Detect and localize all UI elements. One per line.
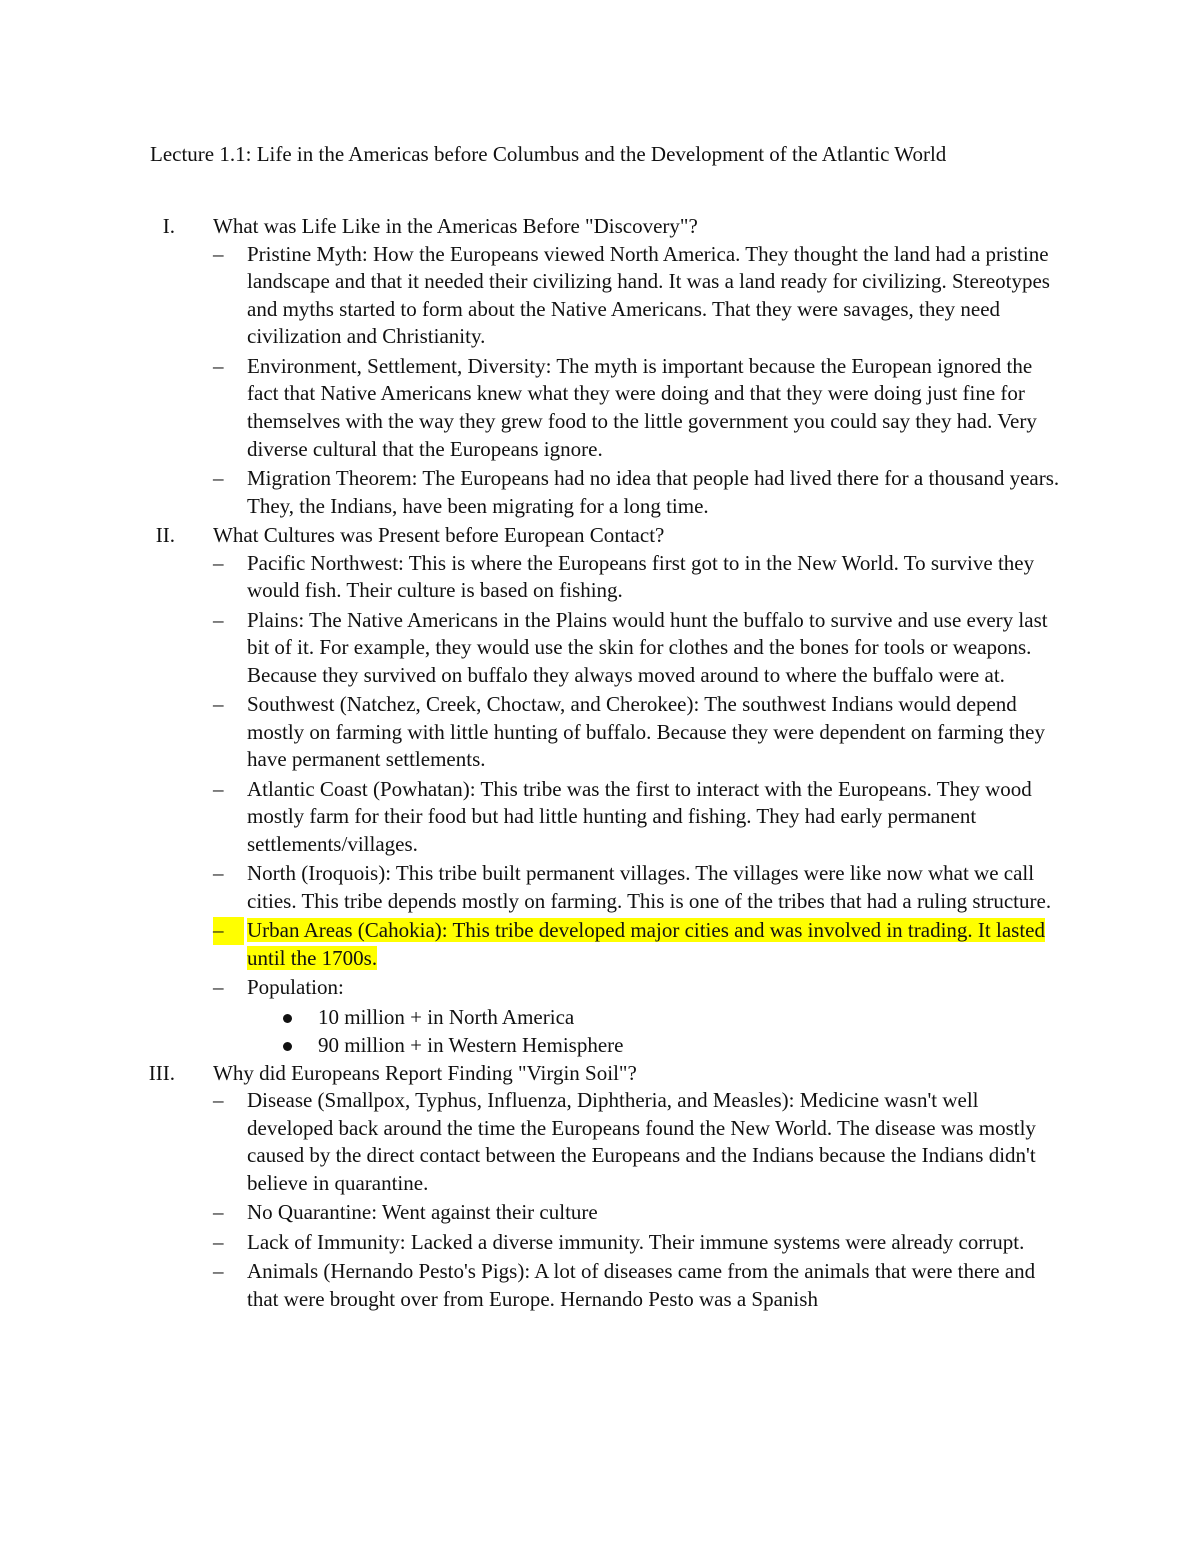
list-item	[0, 860, 1067, 915]
list-item-content: Atlantic Coast (Powhatan): This tribe was the first to interact with the Europeans. They wood mostly farm for their food but had little hunting and fishing. They had early permanent settlements/villages.	[247, 776, 1032, 856]
highlighted-list-item	[0, 917, 1067, 972]
list-item-content: Lack of Immunity: Lacked a diverse immunity. Their immune systems were already corrupt.	[247, 1229, 1025, 1254]
list-item	[0, 465, 1067, 520]
list-item-content: Pacific Northwest: This is where the Europeans first got to in the New World. To survive they would fish. Their culture is based on fishing.	[247, 550, 1035, 603]
section-heading	[0, 1060, 1200, 1088]
section-heading	[0, 213, 1200, 241]
bullet-icon	[283, 1042, 292, 1051]
dash-marker: –	[213, 607, 224, 632]
bullet-icon	[283, 1014, 292, 1023]
section-heading-text: What was Life Like in the Americas Before "Discovery"?	[213, 214, 698, 238]
list-item	[0, 353, 1067, 463]
sub-list-item	[0, 1004, 1200, 1032]
list-item	[0, 1229, 1067, 1257]
list-item-text	[247, 550, 1067, 605]
list-item-content: North (Iroquois): This tribe built permanent villages. The villages were like now what we call cities. This tribe depends mostly on farming. This is one of the tribes that had a ruling structure.	[247, 861, 1052, 913]
list-item-content: Urban Areas (Cahokia): This tribe developed major cities and was involved in trading. It lasted until the 1700s.	[247, 918, 1045, 970]
list-item	[0, 974, 1067, 1002]
dash-marker: –	[213, 241, 224, 266]
list-item-text	[247, 691, 1067, 774]
list-item	[0, 1258, 1067, 1313]
list-item	[0, 776, 1067, 859]
dash-marker: –	[213, 1259, 224, 1284]
dash-marker: –	[213, 975, 224, 1000]
list-item-text	[247, 860, 1067, 915]
list-item-text	[247, 974, 1067, 1002]
list-item-content: Disease (Smallpox, Typhus, Influenza, Diphtheria, and Measles): Medicine wasn't well developed back around the time the Europeans found the New World. The disease was mostly caused by the direct contact between the Europeans and the Indians because the Indians didn't believe in quarantine.	[247, 1088, 1036, 1195]
list-item-text	[247, 465, 1067, 520]
list-item-text	[247, 1229, 1067, 1257]
dash-marker: –	[213, 776, 224, 801]
section-heading-text: Why did Europeans Report Finding "Virgin Soil"?	[213, 1060, 637, 1085]
dash-marker: –	[213, 550, 224, 575]
list-item-text	[247, 241, 1067, 351]
lecture-title: Lecture 1.1: Life in the Americas before Columbus and the Development of the Atlantic World	[150, 142, 947, 166]
lecture-outline	[0, 213, 1200, 1315]
dash-marker: –	[213, 353, 224, 378]
list-item-text	[247, 1087, 1067, 1197]
list-item	[0, 607, 1067, 690]
list-item	[0, 1199, 1067, 1227]
sub-list-item-text: 10 million + in North America	[318, 1004, 575, 1029]
list-item-text	[247, 607, 1067, 690]
dash-marker: –	[213, 465, 224, 490]
list-item-text	[247, 1199, 1067, 1227]
list-item-content: Southwest (Natchez, Creek, Choctaw, and Cherokee): The southwest Indians would depend mostly on farming with little hunting of buffalo. Because they were dependent on farming they have permanent settlements.	[247, 692, 1045, 772]
list-item	[0, 691, 1067, 774]
list-item-content: No Quarantine: Went against their culture	[247, 1200, 598, 1225]
section-numeral: III.	[148, 1060, 175, 1085]
dash-marker: –	[213, 692, 224, 717]
dash-marker: –	[213, 1088, 224, 1113]
list-item-content: Environment, Settlement, Diversity: The myth is important because the European ignored the fact that Native Americans knew what they were doing and that they were doing just fine for themselves with the way they grew food to the little government you could say they had. Very diverse cultural that the Europeans ignore.	[247, 353, 1037, 461]
list-item-text	[247, 1258, 1067, 1313]
list-item-content: Pristine Myth: How the Europeans viewed North America. They thought the land had a pristine landscape and that it needed their civilizing hand. It was a land ready for civilizing. Stereotypes and myths started to form about the Native Americans. That they were savages, they need civilization and Christianity.	[247, 241, 1050, 349]
list-item-text	[247, 917, 1067, 972]
list-item	[0, 241, 1067, 351]
section-numeral: II.	[155, 522, 175, 547]
list-item-content: Population:	[247, 975, 344, 1000]
list-item-text	[247, 776, 1067, 859]
list-item-content: Animals (Hernando Pesto's Pigs): A lot of diseases came from the animals that were there and that were brought over from Europe. Hernando Pesto was a Spanish	[247, 1259, 1036, 1311]
sub-list-item-text: 90 million + in Western Hemisphere	[318, 1032, 624, 1057]
section-numeral: I.	[162, 214, 175, 238]
dash-marker: –	[213, 1229, 224, 1254]
section-heading-text: What Cultures was Present before European Contact?	[213, 522, 665, 547]
dash-marker: –	[213, 861, 224, 886]
section-heading	[0, 522, 1200, 550]
list-item-content: Migration Theorem: The Europeans had no idea that people had lived there for a thousand years. They, the Indians, have been migrating for a long time.	[247, 465, 1060, 518]
list-item	[0, 550, 1067, 605]
list-item-content: Plains: The Native Americans in the Plains would hunt the buffalo to survive and use every last bit of it. For example, they would use the skin for clothes and the bones for tools or weapons. Because they survived on buffalo they always moved around to where the buffalo were at.	[247, 607, 1048, 687]
list-item-text	[247, 353, 1067, 463]
dash-marker: –	[213, 1200, 224, 1225]
sub-list-item	[0, 1032, 1200, 1060]
list-item	[0, 1087, 1067, 1197]
dash-marker: –	[213, 917, 244, 945]
